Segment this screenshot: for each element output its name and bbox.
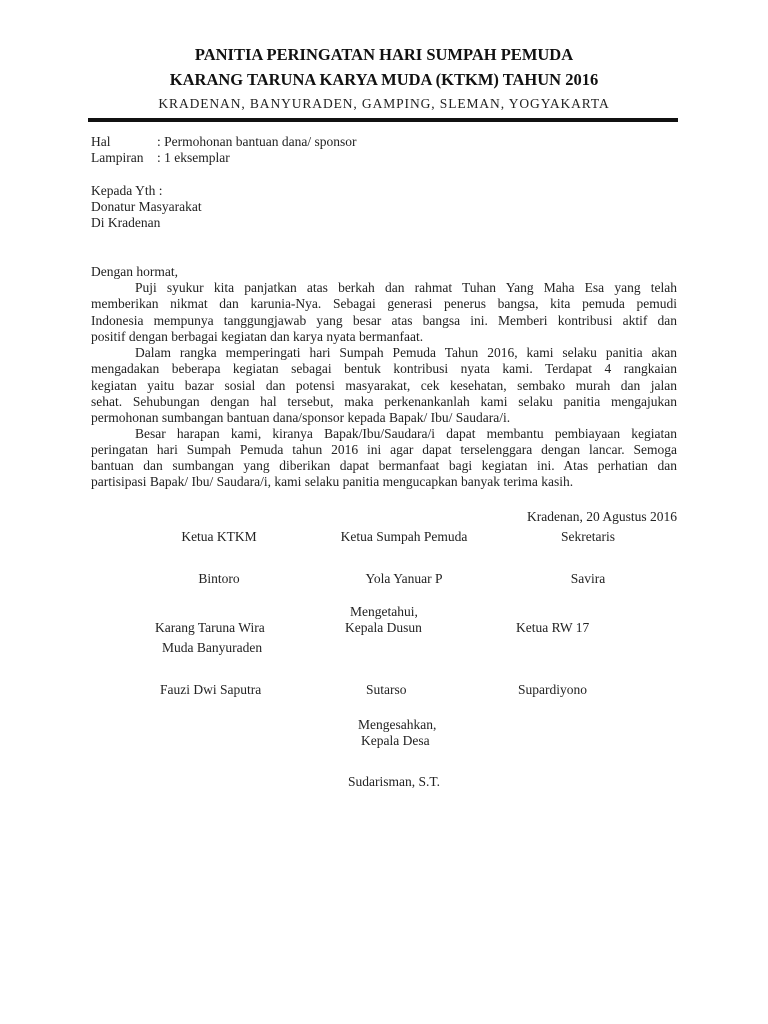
dusun-title: Kepala Dusun [345, 620, 422, 635]
body-line: mengadakan beberapa kegiatan sebagai bentuk kontribusi nyata kami. Terdapat 4 rangkaian [91, 361, 677, 376]
header-rule [88, 118, 678, 122]
body-line: partisipasi Bapak/ Ibu/ Saudara/i, kami selaku panitia mengucapkan banyak terima kasih. [91, 474, 574, 489]
body-line: Puji syukur kita panjatkan atas berkah dan rahmat Tuhan Yang Maha Esa yang telah [135, 280, 677, 295]
body-line: Besar harapan kami, kiranya Bapak/Ibu/Saudara/i dapat membantu pembiayaan kegiatan [135, 426, 677, 441]
recipient-line: Di Kradenan [91, 215, 161, 230]
place-date: Kradenan, 20 Agustus 2016 [527, 509, 677, 524]
mengesahkan-label: Mengesahkan, [358, 717, 437, 732]
body-line: Dalam rangka memperingati hari Sumpah Pemuda Tahun 2016, kami selaku panitia akan [135, 345, 677, 360]
desa-title: Kepala Desa [361, 733, 430, 748]
ketua-sp-title: Ketua Sumpah Pemuda [340, 529, 468, 544]
ketua-sp-name: Yola Yanuar P [365, 571, 443, 586]
sekretaris-name: Savira [570, 571, 606, 586]
lampiran-label: Lampiran [91, 150, 144, 165]
dusun-name: Sutarso [366, 682, 407, 697]
sekretaris-title: Sekretaris [561, 529, 615, 544]
hal-value: : Permohonan bantuan dana/ sponsor [157, 134, 357, 149]
recipient-line: Kepada Yth : [91, 183, 163, 198]
body-line: memberikan nikmat dan karunia-Nya. Sebagai generasi penerus bangsa, kita pemuda pemudi [91, 296, 677, 311]
body-line: bantuan dan sumbangan yang diberikan dapat bermanfaat bagi kegiatan ini. Atas perhatian dan [91, 458, 677, 473]
mengetahui-label: Mengetahui, [350, 604, 418, 619]
rw-title: Ketua RW 17 [516, 620, 590, 635]
rw-name: Supardiyono [518, 682, 587, 697]
body-line: sehat. Sehubungan dengan hal tersebut, maka perkenankanlah kami selaku panitia mengajukan [91, 394, 677, 409]
kt-title-2: Muda Banyuraden [162, 640, 263, 655]
ketua-ktkm-title: Ketua KTKM [181, 529, 257, 544]
header-title-1: PANITIA PERINGATAN HARI SUMPAH PEMUDA [194, 45, 574, 64]
header-title-2: KARANG TARUNA KARYA MUDA (KTKM) TAHUN 2016 [169, 70, 599, 89]
salutation: Dengan hormat, [91, 264, 178, 279]
body-line: Indonesia mempunya tanggungjawab yang besar atas bangsa ini. Memberi kontribusi aktif dan [91, 313, 677, 328]
body-line: peringatan hari Sumpah Pemuda tahun 2016 ini agar dapat terselenggara dengan lancar. Semoga [91, 442, 677, 457]
body-line: permohonan sumbangan bantuan dana/sponsor kepada Bapak/ Ibu/ Saudara/i. [91, 410, 511, 425]
body-line: positif dengan berbagai kegiatan dan karya nyata bermanfaat. [91, 329, 424, 344]
body-line: kegiatan yaitu bazar sosial dan potensi masyarakat, cek kesehatan, sembako murah dan jalan [91, 378, 677, 393]
header-address: KRADENAN, BANYURADEN, GAMPING, SLEMAN, YOGYAKARTA [158, 96, 610, 111]
desa-name: Sudarisman, S.T. [348, 774, 440, 789]
recipient-line: Donatur Masyarakat [91, 199, 202, 214]
kt-name: Fauzi Dwi Saputra [160, 682, 262, 697]
kt-title-1: Karang Taruna Wira [155, 620, 265, 635]
ketua-ktkm-name: Bintoro [198, 571, 240, 586]
hal-label: Hal [91, 134, 111, 149]
lampiran-value: : 1 eksemplar [157, 150, 230, 165]
